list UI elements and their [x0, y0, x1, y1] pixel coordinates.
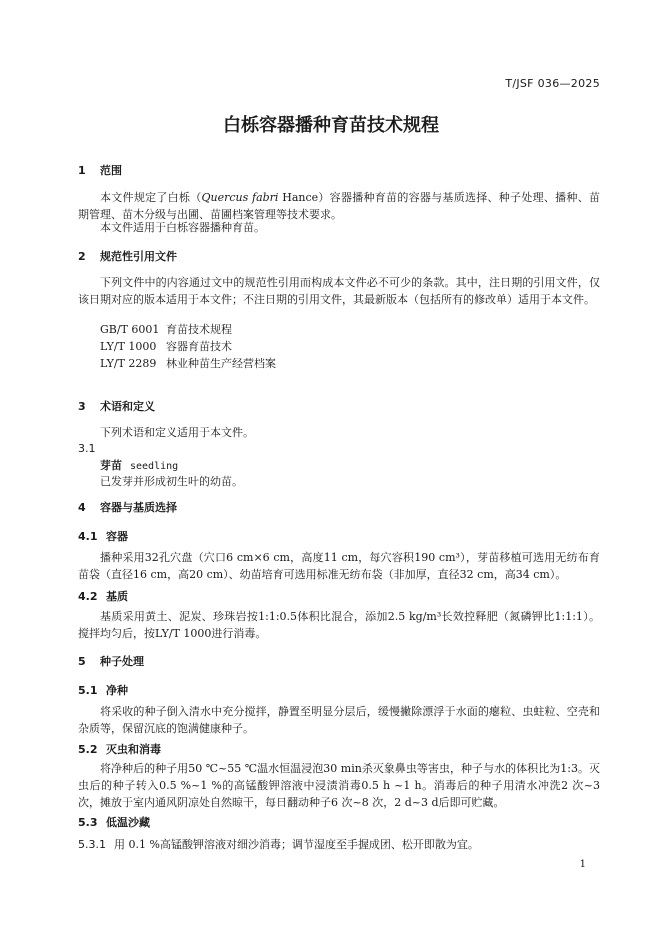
reference-item: [100, 355, 276, 371]
page-number: 1: [579, 859, 586, 870]
section-title: 容器: [106, 530, 128, 543]
term-number: 3.1: [78, 442, 96, 455]
section-title: 净种: [106, 684, 128, 697]
subsection-5-3-heading: [78, 814, 150, 830]
term-english: seedling: [130, 461, 179, 472]
reference-code: GB/T 6001: [100, 323, 160, 336]
clause-number: 5.3.1: [78, 838, 106, 851]
section-number: 4.2: [78, 590, 98, 603]
section-number: 2: [78, 250, 86, 263]
term-definition: 已发芽并形成初生叶的幼苗。: [100, 475, 243, 488]
text-span: Hance）容器播种育苗的容器与基质选择、种子处理、播种、苗期管理、苗木分级与出圃、苗圃档案管理等技术要求。: [78, 191, 600, 221]
section-number: 5.1: [78, 684, 98, 697]
section-number: 5.3: [78, 816, 98, 829]
section-3-paragraph: 下列术语和定义适用于本文件。: [100, 426, 254, 439]
term-chinese: 芽苗: [100, 459, 122, 472]
section-number: 1: [78, 164, 86, 177]
section-title: 规范性引用文件: [100, 250, 177, 263]
section-1-paragraph-2: 本文件适用于白栎容器播种育苗。: [100, 221, 265, 234]
scientific-name: Quercus fabri: [201, 191, 279, 204]
section-title: 基质: [106, 590, 128, 603]
section-number: 4.1: [78, 530, 98, 543]
document-number: T/JSF 036—2025: [505, 77, 600, 90]
reference-name: 容器育苗技术: [166, 340, 232, 353]
subsection-4-2-heading: [78, 588, 128, 604]
reference-name: 育苗技术规程: [166, 323, 232, 336]
section-1-heading: [78, 162, 122, 178]
subsection-4-1-paragraph: 播种采用32孔穴盘（穴口6 cm×6 cm，高度11 cm，每穴容积190 cm³），芽苗移植可选用无纺布育苗袋（直径16 cm，高20 cm）、幼苗培育可选用标准无纺布袋（非加厚，直径32 cm，高34 cm）。: [78, 551, 600, 581]
subsection-4-1-heading: [78, 528, 128, 544]
section-5-heading: [78, 653, 144, 669]
section-1-paragraph-1: [78, 189, 600, 223]
reference-name: 林业种苗生产经营档案: [166, 357, 276, 370]
section-title: 范围: [100, 164, 122, 177]
subsection-5-2-heading: [78, 741, 161, 757]
section-3-heading: [78, 398, 155, 414]
section-2-paragraph: 下列文件中的内容通过文中的规范性引用而构成本文件必不可少的条款。其中，注日期的引用文件，仅该日期对应的版本适用于本文件；不注日期的引用文件，其最新版本（包括所有的修改单）适用于本文件。: [78, 276, 600, 306]
clause-text: 用 0.1 %高锰酸钾溶液对细沙消毒；调节湿度至手握成团、松开即散为宜。: [114, 838, 479, 851]
subsection-5-1-heading: [78, 682, 128, 698]
section-number: 4: [78, 501, 86, 514]
section-title: 灭虫和消毒: [106, 743, 161, 756]
section-title: 容器与基质选择: [100, 501, 177, 514]
text-span: 本文件规定了白栎（: [100, 191, 202, 204]
subsection-5-2-paragraph: 将净种后的种子用50 ℃~55 ℃温水恒温浸泡30 min杀灭象鼻虫等害虫，种子与水的体积比为1:3。灭虫后的种子转入0.5 %~1 %的高锰酸钾溶液中浸渍消毒0.5 h ~1 h。消毒后的种子用清水冲洗2 次~3 次，摊放于室内通风阴凉处自然晾干，每日翻动种子6 次~8 次，2 d~3 d后即可贮藏。: [78, 762, 600, 809]
section-number: 5: [78, 655, 86, 668]
section-title: 术语和定义: [100, 400, 155, 413]
section-title: 低温沙藏: [106, 816, 150, 829]
reference-item: [100, 338, 232, 354]
section-4-heading: [78, 499, 177, 515]
subsection-4-2-paragraph: 基质采用黄土、泥炭、珍珠岩按1:1:0.5体积比混合，添加2.5 kg/m³长效控释肥（氮磷钾比1:1:1）。搅拌均匀后，按LY/T 1000进行消毒。: [78, 610, 600, 640]
section-number: 5.2: [78, 743, 98, 756]
reference-item: [100, 321, 232, 337]
reference-code: LY/T 2289: [100, 357, 157, 370]
section-number: 3: [78, 400, 86, 413]
section-title: 种子处理: [100, 655, 144, 668]
section-2-heading: [78, 248, 177, 264]
reference-code: LY/T 1000: [100, 340, 157, 353]
subsection-5-1-paragraph: 将采收的种子倒入清水中充分搅拌，静置至明显分层后，缓慢撇除漂浮于水面的瘪粒、虫蛀粒、空壳和杂质等，保留沉底的饱满健康种子。: [78, 705, 600, 735]
clause-5-3-1: [78, 836, 479, 853]
document-title: 白栎容器播种育苗技术规程: [223, 115, 439, 136]
